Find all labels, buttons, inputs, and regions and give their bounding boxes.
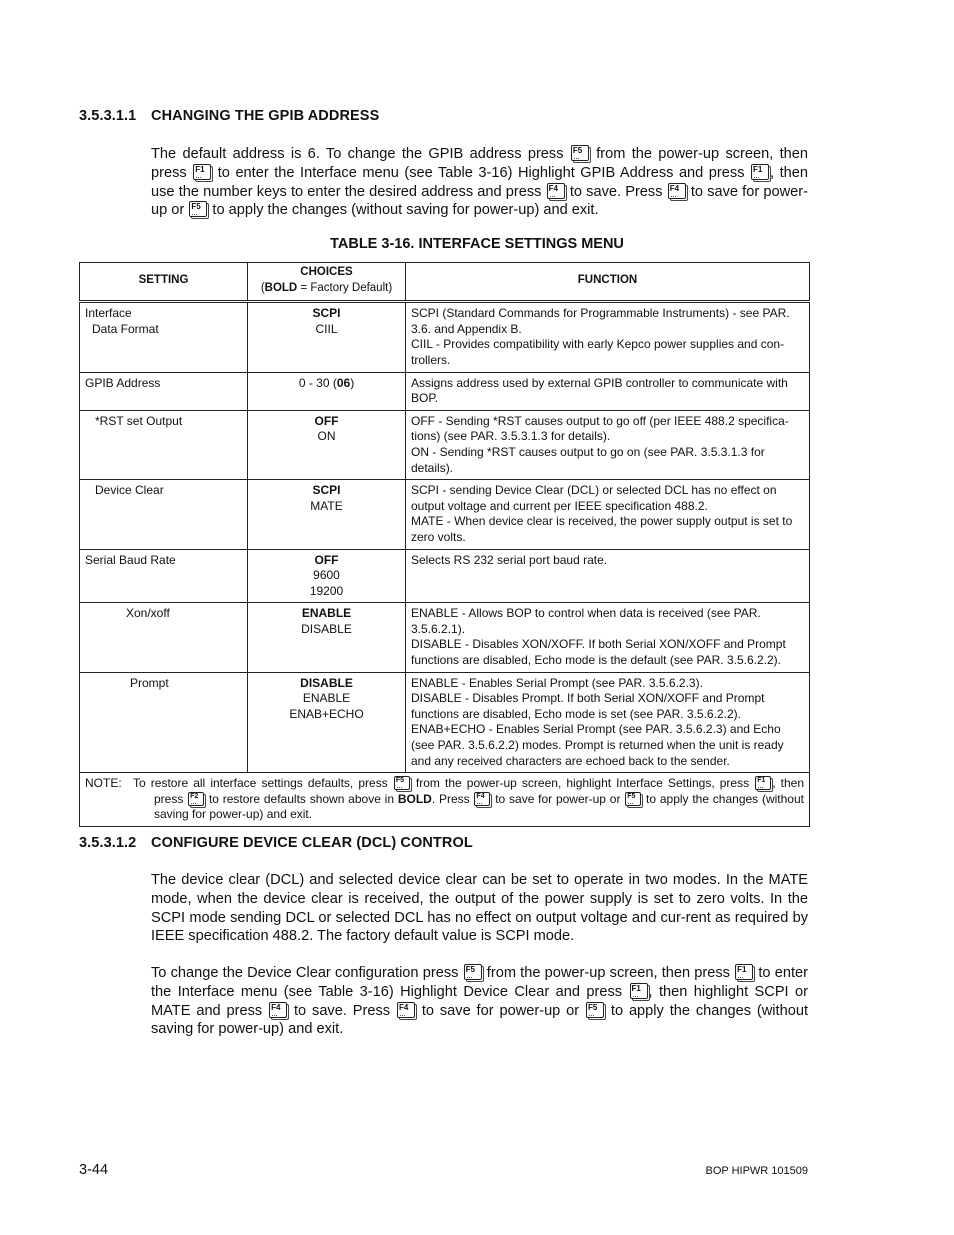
note-label: NOTE: [85,776,122,791]
f5-key-icon: F5 [189,201,207,217]
table-header-row [80,263,810,302]
section-heading-dcl [79,835,473,851]
function-cell: SCPI - sending Device Clear (DCL) or selected DCL has no effect on output voltage and current per IEEE specification 488.2. MATE - When device clear is received, the power supply output is set to zero volts. [406,480,810,549]
header-function: FUNCTION [406,263,810,302]
dcl-paragraph-2: To change the Device Clear configuration press F5 from the power-up screen, then press F1 to enter the Interface menu (see Table 3-16) Highlight Device Clear and press F1 , then highlight SCPI or MATE and press F4 to save. Press F4 to save for power-up or F5 to apply the changes (without saving for power-up) and exit. [151,965,809,1038]
table-note: NOTE: To restore all interface settings defaults, press F5 from the power-up screen, highlight Interface Settings, press F1 , then press F2 to restore defaults shown above in BOLD. Press F4 to save for power-up or F5 to apply the changes (without saving for power-up) and exit. [80,773,810,827]
table-row [80,372,810,410]
choices-cell: DISABLE ENABLE ENAB+ECHO [248,672,406,773]
f5-key-icon: F5 [586,1002,604,1018]
table-row [80,302,810,372]
choices-cell: 0 - 30 (06) [248,372,406,410]
f5-key-icon: F5 [394,776,410,790]
choices-cell: SCPI CIIL [248,302,406,372]
section-number: 3.5.3.1.2 [79,835,137,851]
f4-key-icon: F4 [397,1002,415,1018]
setting-cell: GPIB Address [80,372,248,410]
table-row [80,410,810,479]
f1-key-icon: F1 [630,983,648,999]
table-row [80,480,810,549]
f4-key-icon: F4 [269,1002,287,1018]
choices-cell: SCPI MATE [248,480,406,549]
document-id: BOP HIPWR 101509 [705,1165,808,1177]
choices-cell: ENABLE DISABLE [248,603,406,672]
function-cell: ENABLE - Enables Serial Prompt (see PAR. 3.5.6.2.3). DISABLE - Disables Prompt. If both Serial XON/XOFF and Prompt functions are disabled, Echo mode is set (see PAR. 3.5.6.2.2). ENAB+ECHO - Enables Serial Prompt (see PAR. 3.5.6.2.3) and Echo (see PAR. 3.5.6.2.2) modes. Prompt is returned when the unit is ready and any received characters are echoed back to the sender. [406,672,810,773]
choices-cell: OFF 9600 19200 [248,549,406,603]
section-heading-gpib [79,108,379,124]
setting-cell: Xon/xoff [80,603,248,672]
f5-key-icon: F5 [625,792,641,806]
f2-key-icon: F2 [188,792,204,806]
f1-key-icon: F1 [193,164,211,180]
section-title: CHANGING THE GPIB ADDRESS [151,108,380,124]
function-cell: OFF - Sending *RST causes output to go off (per IEEE 488.2 specifica-tions) (see PAR. 3.5.3.1.3 for details). ON - Sending *RST causes output to go on (see PAR. 3.5.3.1.3 for details). [406,410,810,479]
f1-key-icon: F1 [735,964,753,980]
setting-cell: Interface Data Format [80,302,248,372]
function-cell: Assigns address used by external GPIB controller to communicate with BOP. [406,372,810,410]
table-row [80,603,810,672]
choices-cell: OFF ON [248,410,406,479]
function-cell: ENABLE - Allows BOP to control when data is received (see PAR. 3.5.6.2.1). DISABLE - Disables XON/XOFF. If both Serial XON/XOFF and Prompt functions are disabled, Echo mode is the default (see PAR. 3.5.6.2.2). [406,603,810,672]
table-row [80,549,810,603]
setting-cell: *RST set Output [80,410,248,479]
table-row [80,672,810,773]
header-choices: CHOICES (BOLD = Factory Default) [248,263,406,302]
table-title: TABLE 3-16. INTERFACE SETTINGS MENU [330,236,624,252]
gpib-paragraph: The default address is 6. To change the GPIB address press F5 from the power-up screen, then press F1 to enter the Interface menu (see Table 3-16) Highlight GPIB Address and press F1 , then use the number keys to enter the desired address and press F4 to save. Press F4 to save for power-up or F5 to apply the changes (without saving for power-up) and exit. [151,146,809,219]
f5-key-icon: F5 [464,964,482,980]
setting-cell: Device Clear [80,480,248,549]
table-note-row [80,773,810,827]
interface-settings-table [79,262,810,827]
dcl-paragraph-1: The device clear (DCL) and selected device clear can be set to operate in two modes. In the MATE mode, when the device clear is received, the output of the power supply is set to zero volts. In the SCPI mode sending DCL or selected DCL has no effect on output voltage and cur-rent as required by IEEE specification 488.2. The factory default value is SCPI mode. [151,872,808,945]
f1-key-icon: F1 [755,776,771,790]
section-title: CONFIGURE DEVICE CLEAR (DCL) CONTROL [151,835,473,851]
f4-key-icon: F4 [547,183,565,199]
function-cell: SCPI (Standard Commands for Programmable Instruments) - see PAR. 3.6. and Appendix B. CIIL - Provides compatibility with early Kepco power supplies and con-trollers. [406,302,810,372]
f4-key-icon: F4 [668,183,686,199]
f1-key-icon: F1 [751,164,769,180]
setting-cell: Prompt [80,672,248,773]
section-number: 3.5.3.1.1 [79,108,137,124]
f5-key-icon: F5 [571,145,589,161]
f4-key-icon: F4 [474,792,490,806]
setting-cell: Serial Baud Rate [80,549,248,603]
function-cell: Selects RS 232 serial port baud rate. [406,549,810,603]
header-setting: SETTING [80,263,248,302]
page-number: 3-44 [79,1162,109,1178]
